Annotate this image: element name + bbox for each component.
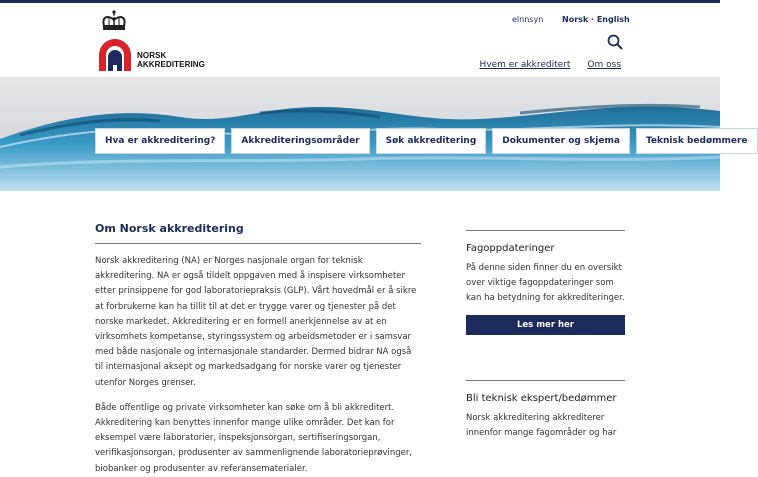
easy-read-link[interactable]: elnnsyn (512, 15, 544, 24)
hero-banner (0, 77, 748, 191)
nav-apply-accreditation[interactable]: Søk akkreditering (376, 128, 487, 154)
nav-technical-assessors[interactable]: Teknisk bedømmere (636, 128, 758, 154)
nav-accreditation-areas[interactable]: Akkrediteringsområder (231, 128, 369, 154)
read-more-button[interactable]: Les mer her (466, 315, 625, 335)
site-logo[interactable] (97, 10, 207, 72)
sidebar-text: På denne siden finner du en oversikt over viktige fagoppdateringer som kan ha betydning for akkrediteringer. (466, 263, 625, 303)
logo-text-line1: NORSK (137, 51, 167, 60)
na-logo-mark-icon (97, 38, 133, 72)
crown-icon (99, 10, 129, 32)
about-us-link[interactable]: Om oss (587, 60, 621, 70)
search-icon[interactable] (607, 34, 623, 50)
sidebar-title: Bli teknisk ekspert/bedømmer (466, 393, 617, 404)
main-content (95, 222, 421, 477)
sidebar-box-updates (466, 230, 625, 335)
logo-text-line2: AKKREDITERING (137, 60, 205, 69)
site-header (0, 3, 720, 77)
divider (466, 380, 625, 381)
logo-wordmark (137, 51, 205, 69)
intro-paragraph: Norsk akkreditering (NA) er Norges nasjonale organ for teknisk akkreditering. NA er også tildelt oppgaven med å inspisere virksomheter etter prinsippene for god laboratoriepraksis (GLP). Vårt hovedmål er å sikre at forbrukerne kan ha tillit til at det er trygge varer og tjenester på det norske markedet. Akkreditering er en formell anerkjennelse av at en virksomhets kompetanse, styringssystem og arbeidsmetoder er i samsvar med både nasjonale og internasjonale standarder. Dermed bidrar NA også til internasjonal aksept og markedsadgang for norske varer og tjenester utenfor Norges grenser. (95, 256, 417, 388)
nav-what-is-accreditation[interactable]: Hva er akkreditering? (95, 128, 225, 154)
main-navigation (95, 128, 758, 154)
header-links (480, 60, 621, 70)
language-switch[interactable]: Norsk · English (562, 15, 630, 24)
divider (466, 230, 625, 231)
accredited-list-link[interactable]: Hvem er akkreditert (479, 60, 571, 70)
sidebar-text: Norsk akkreditering akkrediterer innenfor mange fagområder og har (466, 413, 617, 438)
page-title: Om Norsk akkreditering (95, 222, 421, 244)
nav-documents-forms[interactable]: Dokumenter og skjema (492, 128, 630, 154)
sidebar-box-expert (466, 380, 625, 441)
sidebar-title: Fagoppdateringer (466, 243, 555, 254)
body-paragraph: Både offentlige og private virksomheter kan søke om å bli akkreditert. Akkreditering kan benyttes innenfor mange ulike områder. Det kan for eksempel være laboratorier, inspeksjonsorgan, sertifiseringsorgan, verifikasjonsorgan, produsenter av sammenlignende laboratorieprøvinger, biobanker og produsenter av referansematerialer. (95, 402, 413, 474)
